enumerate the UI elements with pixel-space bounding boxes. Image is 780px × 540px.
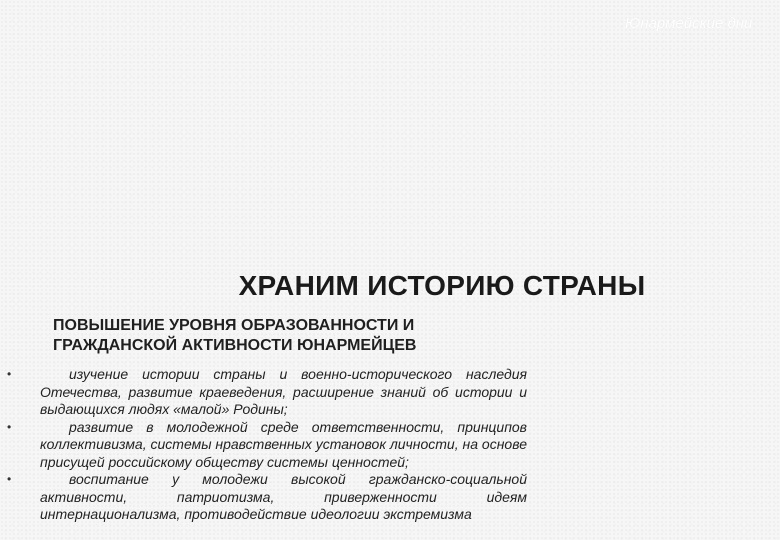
subtitle-line-2: ГРАЖДАНСКОЙ АКТИВНОСТИ ЮНАРМЕЙЦЕВ — [53, 337, 417, 354]
goals-list — [0, 366, 780, 524]
list-item-text: изучение истории страны и военно-исторического наследия Отечества, развитие краеведения, расширение знаний об истории и выдающихся людях «малой» Родины; — [40, 366, 527, 417]
list-item — [40, 419, 527, 472]
list-item — [40, 366, 527, 419]
corner-note: Юнармейские дни — [625, 15, 753, 32]
list-item-text: воспитание у молодежи высокой гражданско-социальной активности, патриотизма, приверженности идеям интернационализма, противодействие идеологии экстремизма — [40, 471, 527, 522]
section-subtitle — [53, 316, 533, 356]
subtitle-line-1: ПОВЫШЕНИЕ УРОВНЯ ОБРАЗОВАННОСТИ И — [53, 317, 415, 334]
slide-title: ХРАНИМ ИСТОРИЮ СТРАНЫ — [238, 270, 646, 301]
list-item-text: развитие в молодежной среде ответственности, принципов коллективизма, системы нравственных установок личности, на основе присущей российскому обществу системы ценностей; — [40, 418, 527, 470]
list-item — [40, 471, 527, 524]
